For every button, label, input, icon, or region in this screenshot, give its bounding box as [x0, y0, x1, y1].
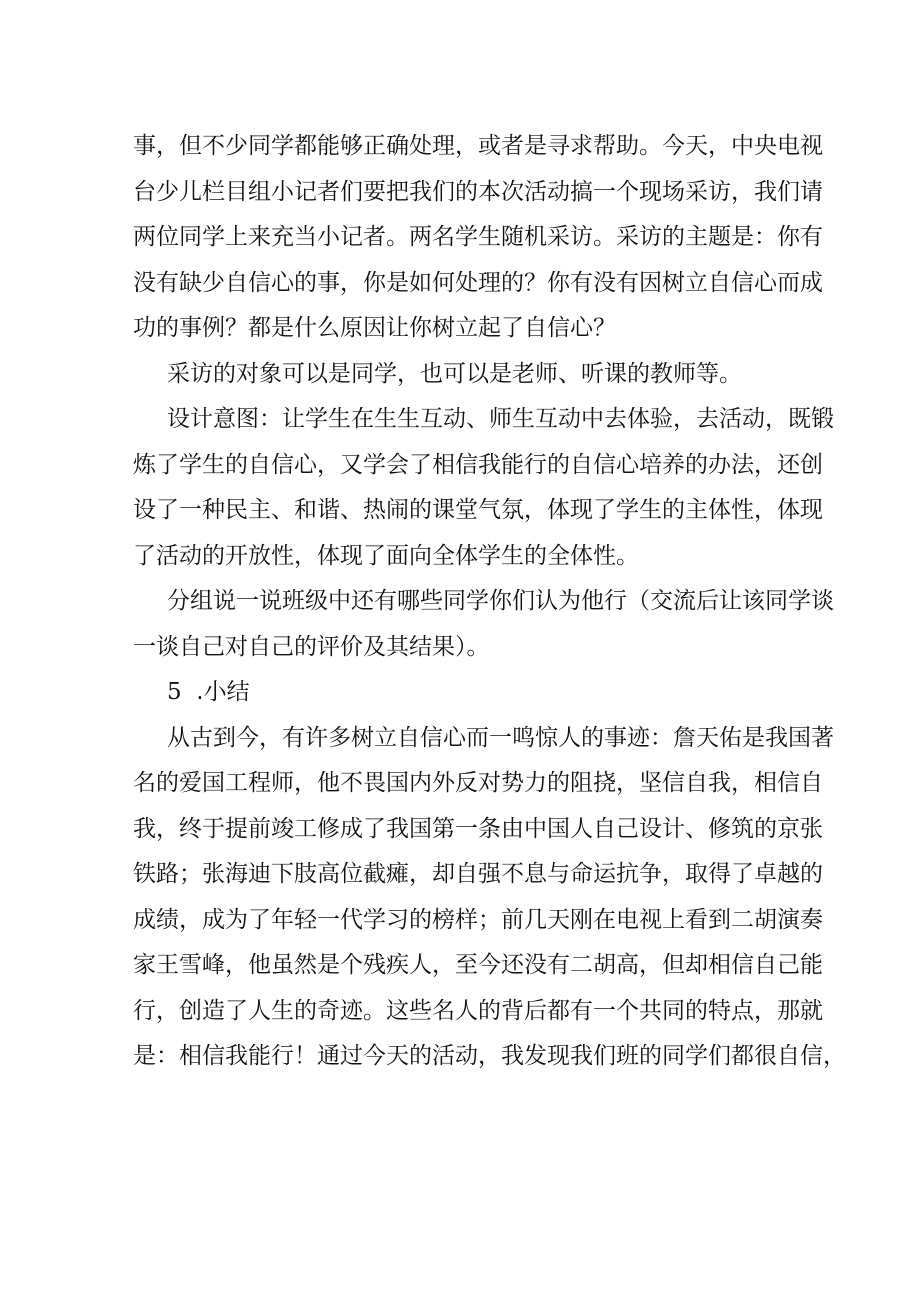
text-line: 设计意图：让学生在生生互动、师生互动中去体验，去活动，既锻 [167, 406, 834, 432]
paragraph-group-discussion [133, 579, 834, 670]
section-heading-line [133, 670, 793, 716]
text-line: 行，创造了人生的奇迹。这些名人的背后都有一个共同的特点，那就 [133, 997, 823, 1024]
text-line: 功的事例？都是什么原因让你树立起了自信心？ [133, 315, 616, 341]
text-line: 家王雪峰，他虽然是个残疾人，至今还没有二胡高，但却相信自己能 [133, 952, 823, 978]
document-body [133, 124, 846, 1080]
text-line: 台少儿栏目组小记者们要把我们的本次活动搞一个现场采访，我们请 [133, 178, 823, 205]
text-line: 我，终于提前竣工修成了我国第一条由中国人自己设计、修筑的京张 [133, 815, 823, 842]
text-line: 成绩，成为了年轻一代学习的榜样；前几天刚在电视上看到二胡演奏 [133, 906, 823, 933]
paragraph-design-intent [133, 397, 834, 579]
text-line: 是：相信我能行！通过今天的活动，我发现我们班的同学们都很自信， [133, 1043, 846, 1069]
paragraph-interview-intro [133, 124, 823, 352]
text-line: 没有缺少自信心的事，你是如何处理的？你有没有因树立自信心而成 [133, 269, 823, 296]
text-line: 炼了学生的自信心，又学会了相信我能行的自信心培养的办法，还创 [133, 451, 823, 478]
section-heading-summary [133, 670, 793, 716]
text-line: 两位同学上来充当小记者。两名学生随机采访。采访的主题是：你有 [133, 224, 823, 250]
section-title: .小结 [196, 679, 250, 705]
section-number: 5 [167, 679, 182, 705]
paragraph-summary [133, 716, 846, 1080]
paragraph-interview-targets [133, 352, 793, 398]
text-line: 名的爱国工程师，他不畏国内外反对势力的阻挠，坚信自我，相信自 [133, 770, 823, 796]
text-line: 事，但不少同学都能够正确处理，或者是寻求帮助。今天，中央电视 [133, 133, 823, 159]
text-line: 设了一种民主、和谐、热闹的课堂气氛，体现了学生的主体性，体现 [133, 497, 823, 523]
text-line: 采访的对象可以是同学，也可以是老师、听课的教师等。 [167, 360, 742, 387]
text-line: 铁路；张海迪下肢高位截瘫，却自强不息与命运抗争，取得了卓越的 [133, 861, 823, 887]
text-line: 了活动的开放性，体现了面向全体学生的全体性。 [133, 542, 639, 569]
text-line: 一谈自己对自己的评价及其结果）。 [133, 633, 490, 660]
text-line: 从古到今，有许多树立自信心而一鸣惊人的事迹：詹天佑是我国著 [167, 724, 834, 751]
text-line: 分组说一说班级中还有哪些同学你们认为他行（交流后让该同学谈 [167, 588, 834, 614]
